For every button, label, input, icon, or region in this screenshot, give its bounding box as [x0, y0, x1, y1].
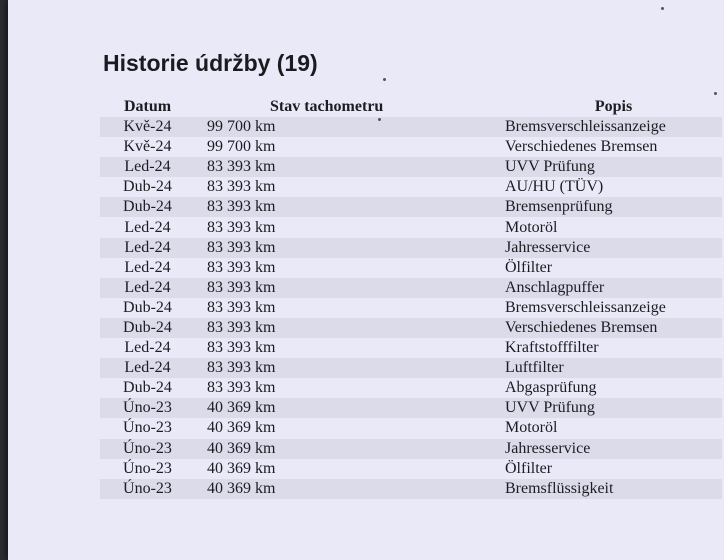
cell-odometer: 40 369 km — [195, 439, 505, 459]
cell-description: Ölfilter — [505, 258, 553, 276]
cell-date: Led-24 — [124, 218, 171, 236]
cell-odometer: 83 393 km — [207, 339, 276, 357]
cell-odometer: 83 393 km — [207, 218, 276, 236]
cell-date: Led-24 — [100, 238, 195, 258]
cell-date: Kvě-24 — [100, 117, 195, 137]
cell-date: Dub-24 — [100, 318, 195, 338]
cell-date: Dub-24 — [123, 298, 172, 316]
table-row — [100, 197, 722, 217]
cell-date: Dub-24 — [123, 379, 172, 397]
cell-description: UVV Prüfung — [505, 398, 722, 418]
cell-description: Bremsverschleissanzeige — [505, 298, 666, 316]
cell-description: Motoröl — [505, 419, 558, 437]
cell-description: Kraftstofffilter — [505, 339, 599, 357]
cell-description: Motoröl — [505, 218, 558, 236]
cell-date: Úno-23 — [123, 459, 172, 477]
cell-date: Úno-23 — [100, 479, 195, 499]
cell-date: Úno-23 — [100, 439, 195, 459]
table-row — [100, 157, 722, 177]
cell-odometer: 40 369 km — [195, 479, 505, 499]
table-row — [100, 278, 722, 298]
table-row — [100, 318, 722, 338]
paper-speck — [714, 92, 717, 95]
cell-description: Abgasprüfung — [505, 379, 597, 397]
table-row — [100, 378, 722, 398]
cell-odometer: 40 369 km — [195, 398, 505, 418]
cell-odometer: 83 393 km — [207, 298, 276, 316]
paper-speck — [383, 78, 386, 81]
table-row — [100, 298, 722, 318]
table-row — [100, 398, 722, 418]
cell-description: Verschiedenes Bremsen — [505, 138, 658, 156]
cell-odometer: 83 393 km — [195, 278, 505, 298]
cell-date: Led-24 — [124, 258, 171, 276]
table-row — [100, 137, 722, 157]
cell-description: Jahresservice — [505, 439, 722, 459]
cell-odometer: 83 393 km — [195, 157, 505, 177]
cell-odometer: 83 393 km — [207, 178, 276, 196]
cell-date: Led-24 — [124, 339, 171, 357]
cell-description: Bremsflüssigkeit — [505, 479, 722, 499]
table-row — [100, 238, 722, 258]
cell-description: Verschiedenes Bremsen — [505, 318, 722, 338]
cell-date: Led-24 — [100, 278, 195, 298]
cell-odometer: 83 393 km — [195, 358, 505, 378]
cell-odometer: 40 369 km — [207, 459, 276, 477]
table-header-row — [100, 97, 722, 117]
table-row — [100, 358, 722, 378]
cell-description: Ölfilter — [505, 459, 553, 477]
table-row — [100, 439, 722, 459]
table-row — [100, 338, 722, 358]
table-row — [100, 177, 722, 197]
paper-speck — [378, 118, 381, 121]
cell-date: Úno-23 — [100, 398, 195, 418]
table-row — [100, 258, 722, 278]
table-row — [100, 117, 722, 137]
page-title: Historie údržby (19) — [103, 50, 318, 76]
cell-description: Anschlagpuffer — [505, 278, 722, 298]
cell-date: Dub-24 — [123, 178, 172, 196]
cell-odometer: 83 393 km — [195, 197, 505, 217]
table-row — [100, 479, 722, 499]
cell-description: Jahresservice — [505, 238, 722, 258]
cell-description: AU/HU (TÜV) — [505, 178, 604, 196]
cell-date: Kvě-24 — [123, 138, 172, 156]
cell-date: Úno-23 — [123, 419, 172, 437]
cell-odometer: 83 393 km — [195, 238, 505, 258]
maintenance-history-table — [100, 97, 722, 499]
column-header-date: Datum — [123, 98, 172, 115]
document-page — [8, 0, 724, 560]
cell-description: Bremsenprüfung — [505, 197, 722, 217]
cell-date: Dub-24 — [100, 197, 195, 217]
table-row — [100, 459, 722, 479]
cell-date: Led-24 — [100, 358, 195, 378]
cell-description: Bremsverschleissanzeige — [505, 117, 722, 137]
paper-speck — [661, 7, 664, 10]
cell-odometer: 40 369 km — [207, 419, 276, 437]
cell-odometer: 83 393 km — [207, 258, 276, 276]
cell-description: UVV Prüfung — [505, 157, 722, 177]
cell-odometer: 99 700 km — [195, 117, 505, 137]
cell-date: Led-24 — [100, 157, 195, 177]
column-header-odometer: Stav tachometru — [270, 98, 384, 115]
cell-odometer: 83 393 km — [207, 379, 276, 397]
column-header-description: Popis — [594, 98, 633, 115]
cell-description: Luftfilter — [505, 358, 722, 378]
table-row — [100, 418, 722, 438]
table-row — [100, 217, 722, 237]
cell-odometer: 99 700 km — [207, 138, 276, 156]
cell-odometer: 83 393 km — [195, 318, 505, 338]
